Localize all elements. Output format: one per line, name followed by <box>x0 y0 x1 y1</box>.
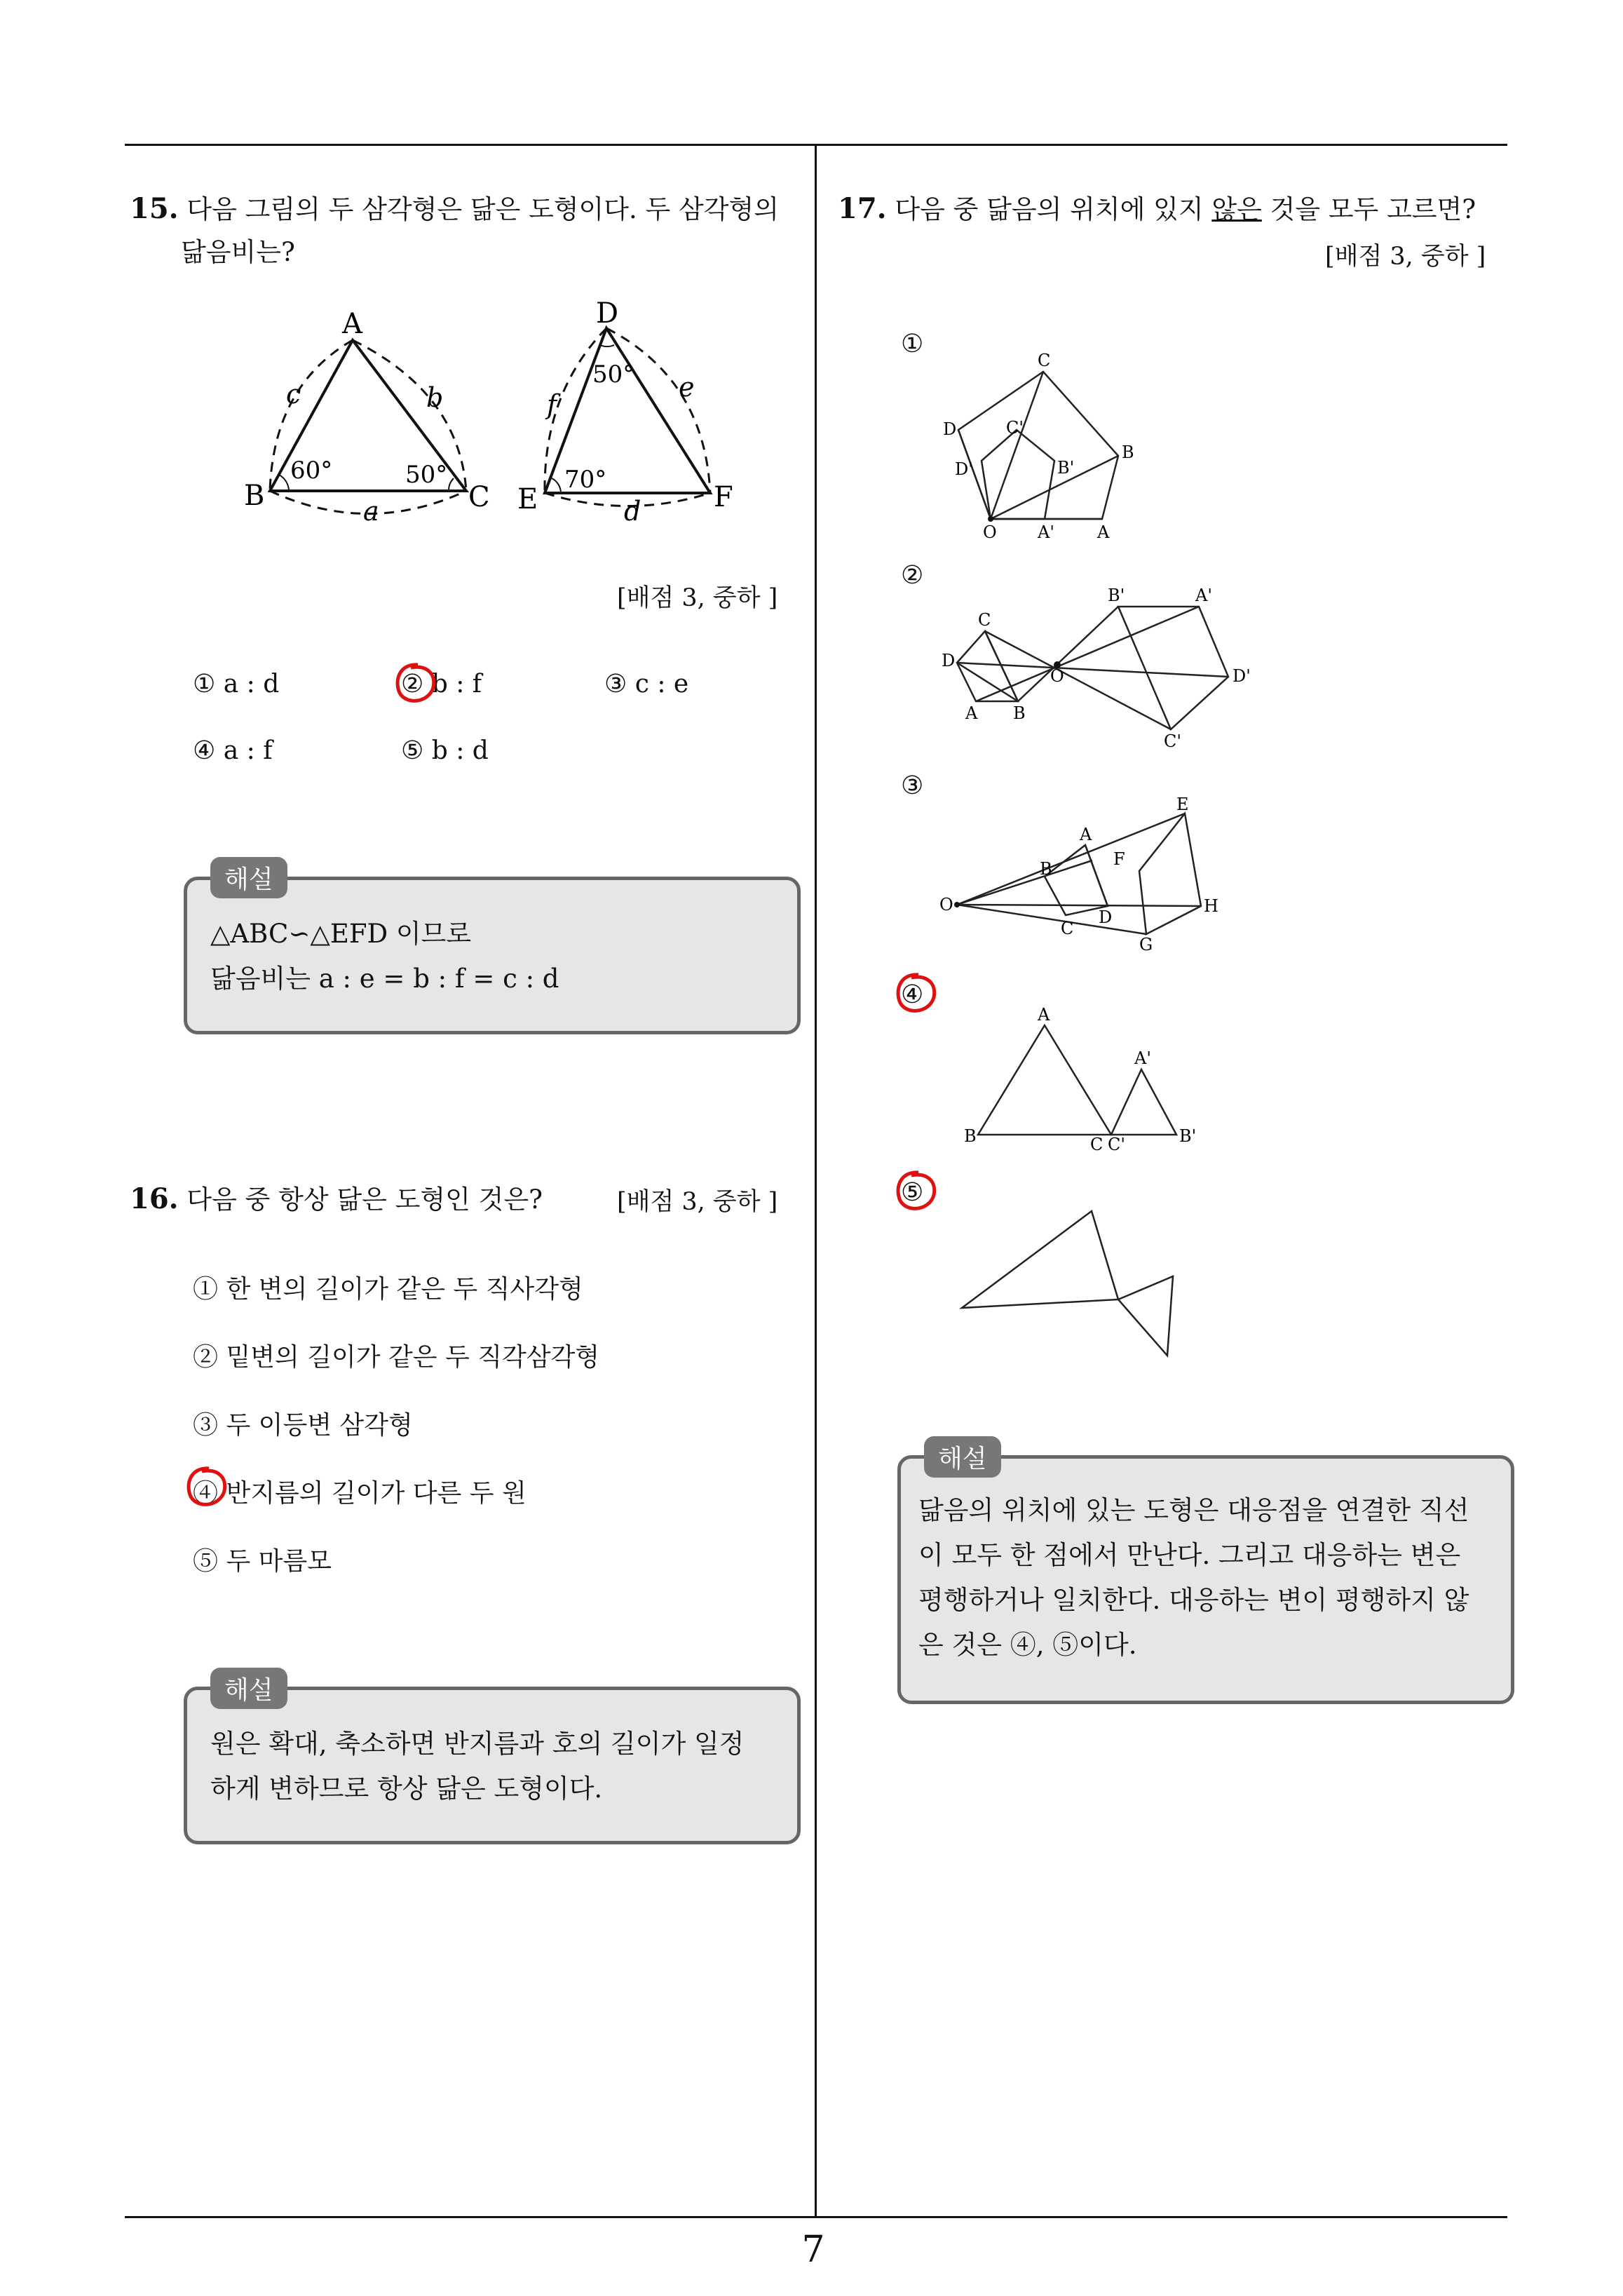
q17-f3-label-A: A <box>1080 825 1092 844</box>
q17-f3-label-O: O <box>939 895 953 914</box>
q17-f2-label-C: C <box>978 610 991 630</box>
q17-f3-label-D: D <box>1099 907 1113 927</box>
q15-side-f: f <box>547 389 557 420</box>
q17-text-before: 다음 중 닮음의 위치에 있지 <box>895 194 1212 224</box>
q17-figure-3 <box>936 792 1237 961</box>
q16-number: 16. <box>130 1182 179 1215</box>
q17-text-underlined: 않은 <box>1211 194 1262 224</box>
q17-f2-label-A: A <box>965 703 978 723</box>
q15-vertex-C: C <box>468 481 490 513</box>
q16-explanation-line2: 하게 변하므로 항상 닮은 도형이다. <box>210 1774 603 1804</box>
q15-option-3[interactable]: ③ c : e <box>604 670 689 698</box>
q16-question <box>130 1178 543 1221</box>
q17-answer-5-circle-icon <box>890 1167 939 1216</box>
q15-question <box>130 188 803 231</box>
q17-text-after: 것을 모두 고르면? <box>1261 194 1476 224</box>
q15-explanation-line1: △ABC∽△EFD 이므로 <box>210 919 472 949</box>
q15-angle-E: 70° <box>564 466 607 494</box>
q17-f2-label-Ap: A' <box>1195 586 1212 605</box>
q17-answer-4-circle-icon <box>890 969 939 1018</box>
q17-f2-label-Dp: D' <box>1232 666 1251 686</box>
q17-f4-label-B: B <box>964 1126 977 1146</box>
q15-side-d: d <box>624 496 641 527</box>
q17-f3-label-G: G <box>1139 935 1153 954</box>
q15-explanation-tag: 해설 <box>210 857 287 898</box>
q16-option-4[interactable]: ④ 반지름의 길이가 다른 두 원 <box>193 1479 527 1508</box>
q15-angle-D: 50° <box>592 360 635 389</box>
q15-side-b: b <box>426 382 444 413</box>
q17-explanation-tag: 해설 <box>924 1436 1001 1478</box>
q17-f1-label-Ap: A' <box>1038 522 1054 542</box>
q16-text: 다음 중 항상 닮은 도형인 것은? <box>186 1184 543 1215</box>
q17-f3-label-F: F <box>1113 849 1125 869</box>
q15-vertex-E: E <box>517 483 538 515</box>
q17-figure-4 <box>953 1003 1220 1157</box>
q15-side-c: c <box>286 379 301 410</box>
q17-figure-5 <box>953 1203 1185 1364</box>
q17-f1-label-A: A <box>1097 522 1110 542</box>
q17-f2-label-D: D <box>942 651 956 670</box>
page-number: 7 <box>801 2229 825 2271</box>
q17-option-5-label[interactable]: ⑤ <box>901 1178 924 1207</box>
q15-answer-circle-icon <box>390 659 439 708</box>
q15-angle-C: 50° <box>405 461 448 489</box>
q16-explanation-line1: 원은 확대, 축소하면 반지름과 호의 길이가 일정 <box>210 1729 745 1759</box>
q17-option-1-label[interactable]: ① <box>901 330 924 358</box>
q16-option-2[interactable]: ② 밑변의 길이가 같은 두 직각삼각형 <box>193 1343 600 1372</box>
q15-text-line2: 닮음비는? <box>181 237 295 267</box>
column-divider <box>815 144 817 2218</box>
q17-explanation-line1: 닮음의 위치에 있는 도형은 대응점을 연결한 직선 <box>918 1495 1469 1525</box>
q17-meta: [배점 3, 중하 ] <box>1325 243 1486 271</box>
q17-f2-label-B: B <box>1013 703 1026 723</box>
q17-explanation-line2: 이 모두 한 점에서 만난다. 그리고 대응하는 변은 <box>918 1540 1461 1570</box>
q17-option-2-label[interactable]: ② <box>901 561 924 590</box>
q16-option-5[interactable]: ⑤ 두 마름모 <box>193 1547 332 1576</box>
q15-vertex-D: D <box>596 297 619 330</box>
q17-f3-label-H: H <box>1204 896 1218 916</box>
q17-f4-label-Cp: C' <box>1108 1135 1125 1154</box>
q15-side-e: e <box>679 372 695 403</box>
q17-number: 17. <box>838 192 887 225</box>
q17-f1-label-Bp: B' <box>1057 458 1075 478</box>
q17-option-4-label[interactable]: ④ <box>901 980 924 1009</box>
q17-f1-label-C: C <box>1038 351 1051 370</box>
q17-f2-label-O: O <box>1050 666 1064 686</box>
q17-explanation-line4: 은 것은 ④, ⑤이다. <box>918 1630 1137 1660</box>
q17-f3-label-B: B <box>1040 859 1052 879</box>
q15-vertex-F: F <box>714 481 733 513</box>
q15-option-1[interactable]: ① a : d <box>193 670 280 698</box>
q15-vertex-B: B <box>244 480 265 512</box>
q17-f2-label-Cp: C' <box>1164 731 1181 750</box>
q17-option-3-label[interactable]: ③ <box>901 771 924 800</box>
q15-option-5[interactable]: ⑤ b : d <box>401 736 489 765</box>
q17-figure-1 <box>939 347 1150 543</box>
q15-side-a: a <box>363 496 379 527</box>
q16-explanation-tag: 해설 <box>210 1668 287 1709</box>
q15-option-2[interactable]: ② b : f <box>401 670 482 698</box>
q17-explanation-line3: 평행하거나 일치한다. 대응하는 변이 평행하지 않 <box>918 1585 1469 1615</box>
q17-f1-label-Cp: C' <box>1006 418 1024 438</box>
q15-number: 15. <box>130 192 179 225</box>
q17-f4-label-Bp: B' <box>1179 1126 1197 1146</box>
q17-f4-label-C: C <box>1090 1135 1103 1154</box>
q15-vertex-A: A <box>342 308 362 340</box>
q15-text-line1: 다음 그림의 두 삼각형은 닮은 도형이다. 두 삼각형의 <box>186 194 780 224</box>
q15-meta: [배점 3, 중하 ] <box>617 584 778 612</box>
q15-triangles-figure <box>238 295 771 533</box>
q17-f1-label-B: B <box>1122 443 1134 462</box>
q15-angle-B: 60° <box>290 457 333 485</box>
q16-option-1[interactable]: ① 한 변의 길이가 같은 두 직사각형 <box>193 1275 583 1304</box>
q15-option-4[interactable]: ④ a : f <box>193 736 273 765</box>
q17-figure-2 <box>939 582 1262 750</box>
q17-f1-label-Dp: D' <box>955 459 973 479</box>
q17-f1-label-O: O <box>983 522 997 542</box>
q16-meta: [배점 3, 중하 ] <box>617 1188 778 1216</box>
q17-f4-label-A: A <box>1038 1005 1050 1025</box>
q17-f3-label-E: E <box>1176 795 1189 814</box>
q17-f4-label-Ap: A' <box>1134 1048 1151 1068</box>
q16-option-3[interactable]: ③ 두 이등변 삼각형 <box>193 1411 413 1440</box>
q17-f3-label-C: C <box>1061 919 1074 938</box>
bottom-rule <box>125 2216 1507 2218</box>
q16-answer-circle-icon <box>181 1463 230 1512</box>
q15-explanation-line2: 닮음비는 a : e = b : f = c : d <box>210 964 559 994</box>
q17-f2-label-Bp: B' <box>1108 586 1125 605</box>
q17-f1-label-D: D <box>943 419 957 439</box>
q17-question <box>838 188 1476 231</box>
